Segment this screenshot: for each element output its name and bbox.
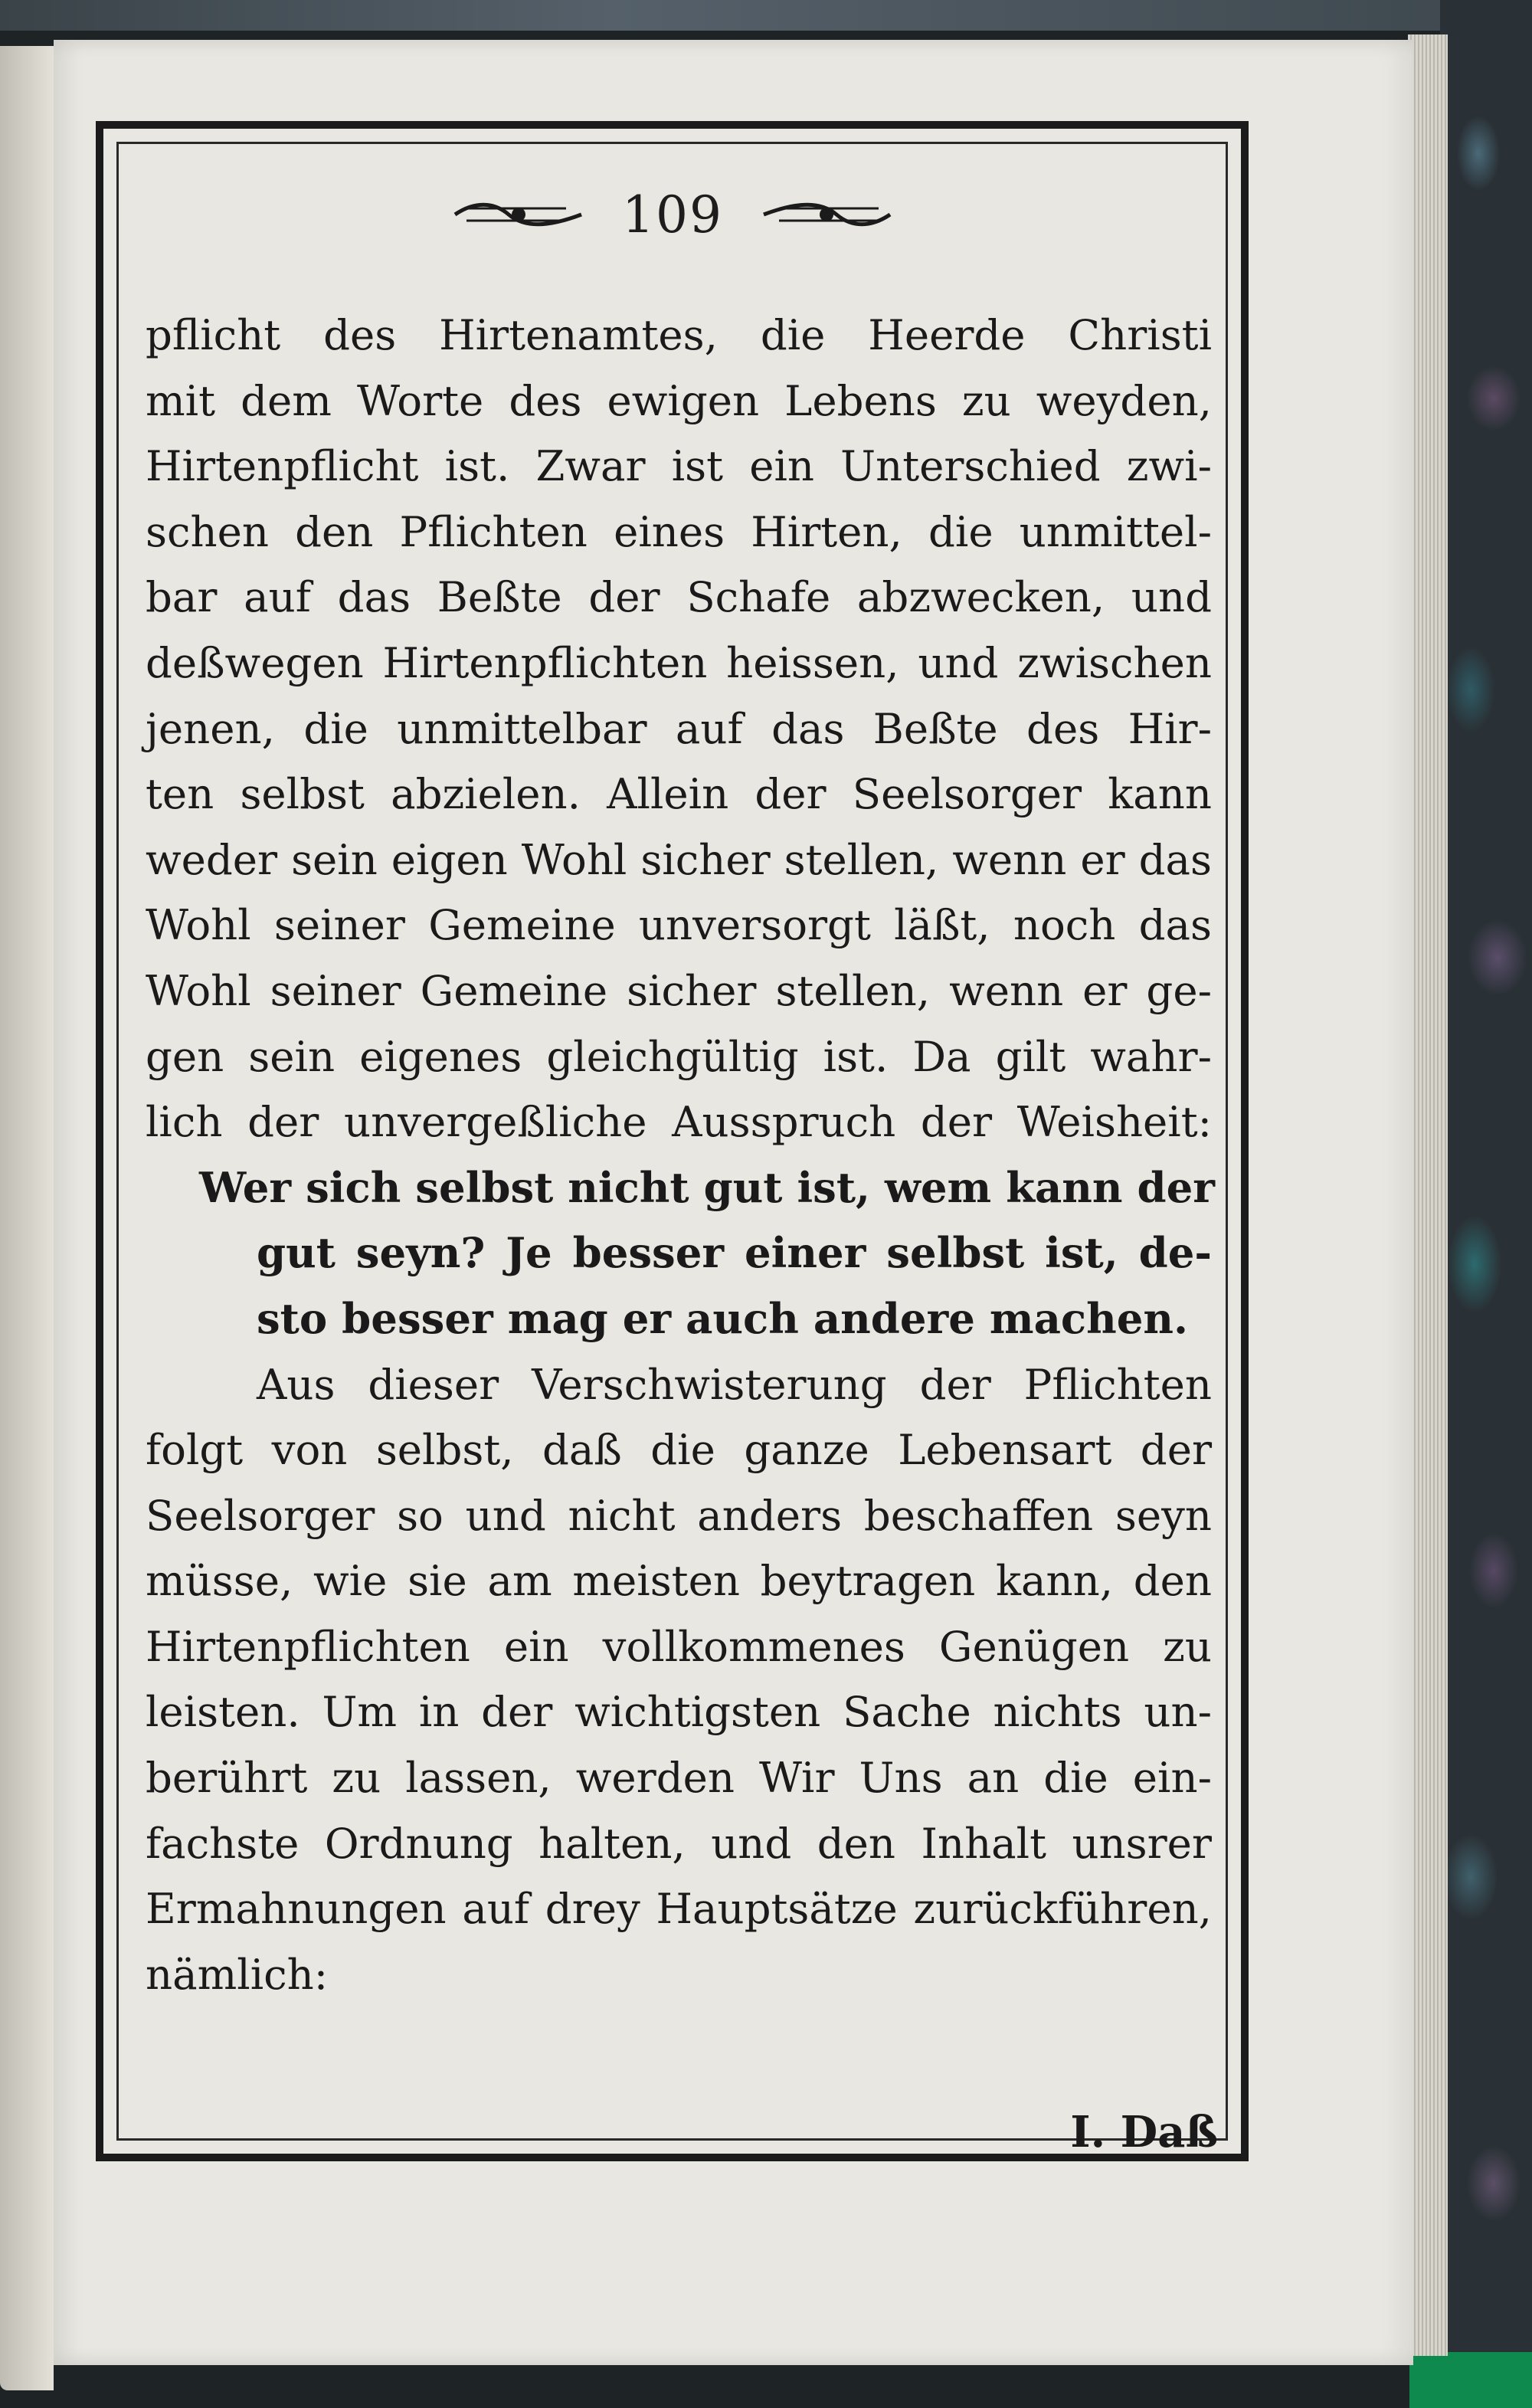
text-line: lich der unvergeßliche Ausspruch der Weisheit: xyxy=(146,1097,1212,1147)
book-cover-top xyxy=(0,0,1532,31)
color-tab xyxy=(1409,2352,1532,2408)
left-ornament-icon xyxy=(451,198,585,231)
quote-line: Wer sich selbst nicht gut ist, wem kann der xyxy=(199,1162,1215,1212)
page-number: 109 xyxy=(622,185,723,244)
quote-line: sto besser mag er auch andere machen. xyxy=(257,1293,1188,1343)
text-line: mit dem Worte des ewigen Lebens zu weyden, xyxy=(146,375,1212,425)
text-line: Wohl seiner Gemeine unversorgt läßt, noch das xyxy=(146,900,1212,950)
catchword: I. Daß xyxy=(1070,2107,1218,2157)
text-line: jenen, die unmittelbar auf das Beßte des Hir- xyxy=(146,703,1212,753)
text-line: Hirtenpflicht ist. Zwar ist ein Unterschied zwi- xyxy=(146,441,1212,491)
text-line: Ermahnungen auf drey Hauptsätze zurückführen, xyxy=(146,1884,1212,1934)
text-line: berührt zu lassen, werden Wir Uns an die ein- xyxy=(146,1753,1212,1803)
text-line: gen sein eigenes gleichgültig ist. Da gilt wahr- xyxy=(146,1031,1212,1081)
page-header xyxy=(130,169,1215,260)
text-line: bar auf das Beßte der Schafe abzwecken, und xyxy=(146,572,1212,622)
text-line: Wohl seiner Gemeine sicher stellen, wenn er ge- xyxy=(146,965,1212,1015)
text-line: müsse, wie sie am meisten beytragen kann, den xyxy=(146,1556,1212,1606)
text-line: folgt von selbst, daß die ganze Lebensart der xyxy=(146,1425,1212,1475)
text-line: pflicht des Hirtenamtes, die Heerde Christi xyxy=(146,310,1212,359)
page-edges xyxy=(1408,34,1448,2356)
text-line: deßwegen Hirtenpflichten heissen, und zwischen xyxy=(146,637,1212,687)
text-line: Hirtenpflichten ein vollkommenes Genügen zu xyxy=(146,1621,1212,1671)
quote-line: gut seyn? Je besser einer selbst ist, de- xyxy=(257,1228,1212,1278)
marbled-board xyxy=(1440,0,1532,2408)
text-line: Seelsorger so und nicht anders beschaffen seyn xyxy=(146,1490,1212,1540)
page-body xyxy=(146,303,1215,2007)
text-line: weder sein eigen Wohl sicher stellen, wenn er das xyxy=(146,834,1212,884)
text-line: nämlich: xyxy=(146,1949,329,1999)
text-line: leisten. Um in der wichtigsten Sache nichts un- xyxy=(146,1687,1212,1737)
left-page-edge xyxy=(0,46,54,2390)
text-line: fachste Ordnung halten, und den Inhalt unsrer xyxy=(146,1818,1212,1868)
right-ornament-icon xyxy=(760,198,894,231)
text-line: schen den Pflichten eines Hirten, die unmittel- xyxy=(146,506,1212,556)
text-line: ten selbst abzielen. Allein der Seelsorger kann xyxy=(146,769,1212,819)
text-line: Aus dieser Verschwisterung der Pflichten xyxy=(257,1359,1212,1409)
